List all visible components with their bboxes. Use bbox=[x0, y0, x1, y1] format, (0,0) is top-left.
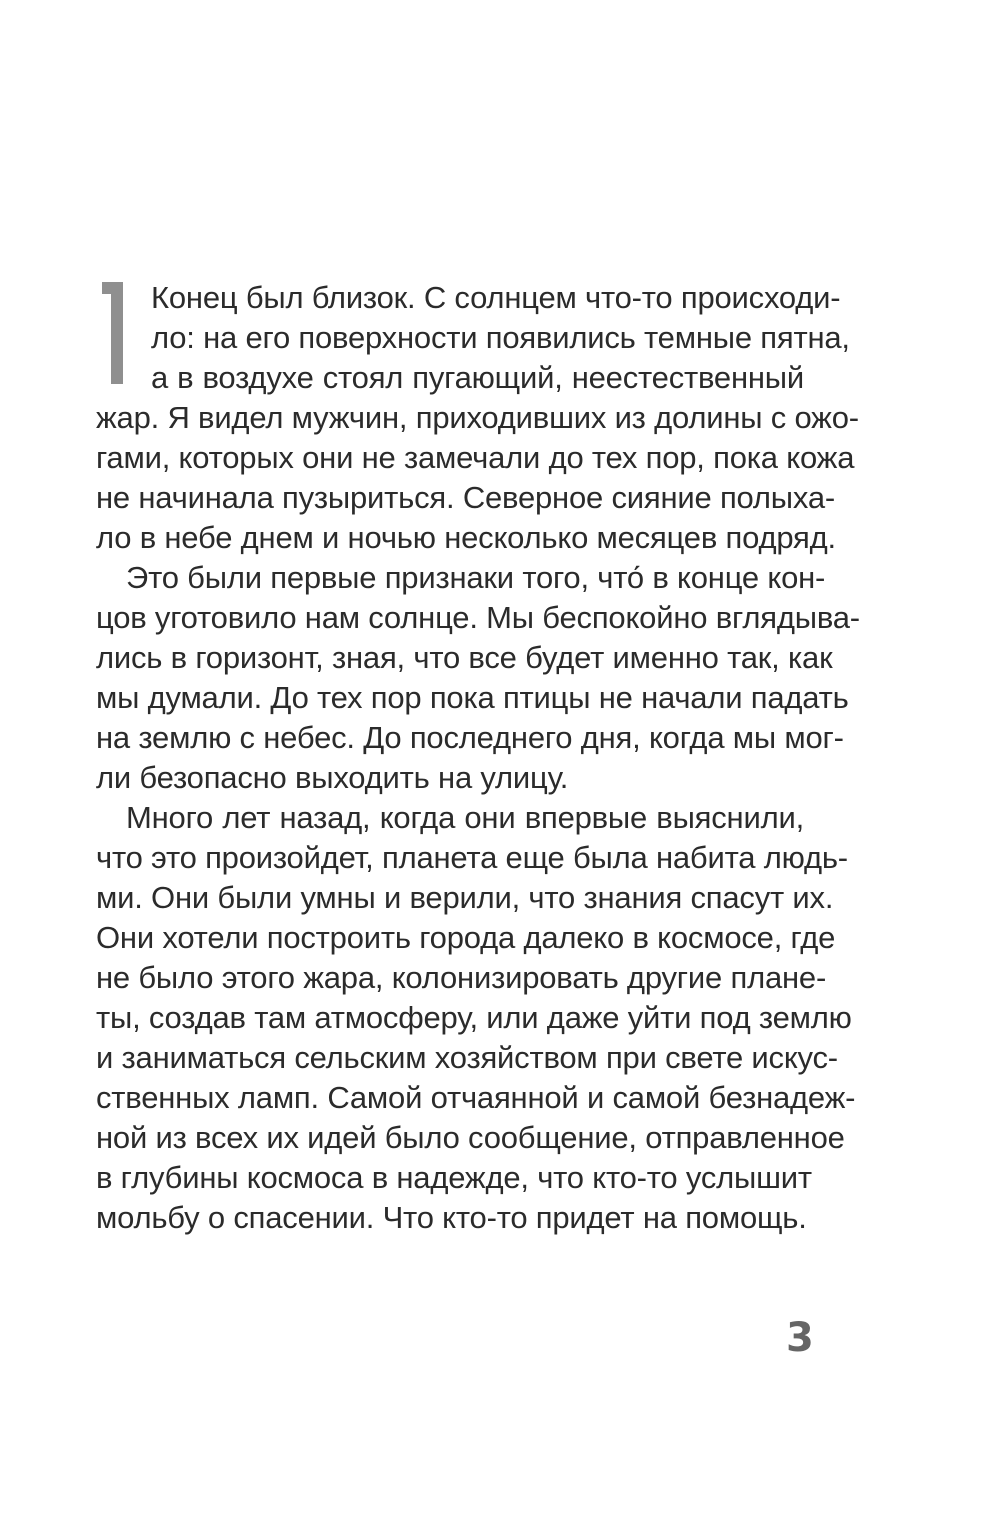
text-line: ли безопасно выходить на улицу. bbox=[96, 760, 569, 795]
text-line: ми. Они были умны и верили, что знания спасут их. bbox=[96, 880, 834, 915]
text-line: в глубины космоса в надежде, что кто-то услышит bbox=[96, 1160, 812, 1195]
text-line: ло: на его поверхности появились темные пятна, bbox=[151, 320, 850, 355]
text-line: не начинала пузыриться. Северное сияние полыха- bbox=[96, 480, 835, 515]
text-line: на землю с небес. До последнего дня, когда мы мог- bbox=[96, 720, 844, 755]
text-line: Много лет назад, когда они впервые выяснили, bbox=[126, 800, 804, 835]
chapter-numeral-glyph bbox=[96, 280, 130, 386]
text-line: и заниматься сельским хозяйством при свете искус- bbox=[96, 1040, 838, 1075]
text-line: ной из всех их идей было сообщение, отправленное bbox=[96, 1120, 845, 1155]
text-line: Конец был близок. С солнцем что-то происходи- bbox=[151, 280, 841, 315]
text-line: жар. Я видел мужчин, приходивших из долины с ожо- bbox=[96, 400, 859, 435]
text-line: мы думали. До тех пор пока птицы не начали падать bbox=[96, 680, 849, 715]
text-line: ло в небе днем и ночью несколько месяцев подряд. bbox=[96, 520, 836, 555]
text-line: лись в горизонт, зная, что все будет именно так, как bbox=[96, 640, 833, 675]
text-line: Это были первые признаки того, что́ в конце кон- bbox=[126, 560, 826, 595]
text-line: ты, создав там атмосферу, или даже уйти под землю bbox=[96, 1000, 852, 1035]
page-number: 3 bbox=[786, 1315, 815, 1361]
text-line: ственных ламп. Самой отчаянной и самой безнадеж- bbox=[96, 1080, 856, 1115]
text-line: не было этого жара, колонизировать другие плане- bbox=[96, 960, 827, 995]
chapter-number-1 bbox=[96, 280, 130, 386]
text-line: что это произойдет, планета еще была набита людь- bbox=[96, 840, 848, 875]
text-line: Они хотели построить города далеко в космосе, где bbox=[96, 920, 836, 955]
text-line: мольбу о спасении. Что кто-то придет на помощь. bbox=[96, 1200, 807, 1235]
text-line: гами, которых они не замечали до тех пор, пока кожа bbox=[96, 440, 855, 475]
text-line: а в воздухе стоял пугающий, неестественный bbox=[151, 360, 804, 395]
text-line: цов уготовило нам солнце. Мы беспокойно вглядыва- bbox=[96, 600, 860, 635]
